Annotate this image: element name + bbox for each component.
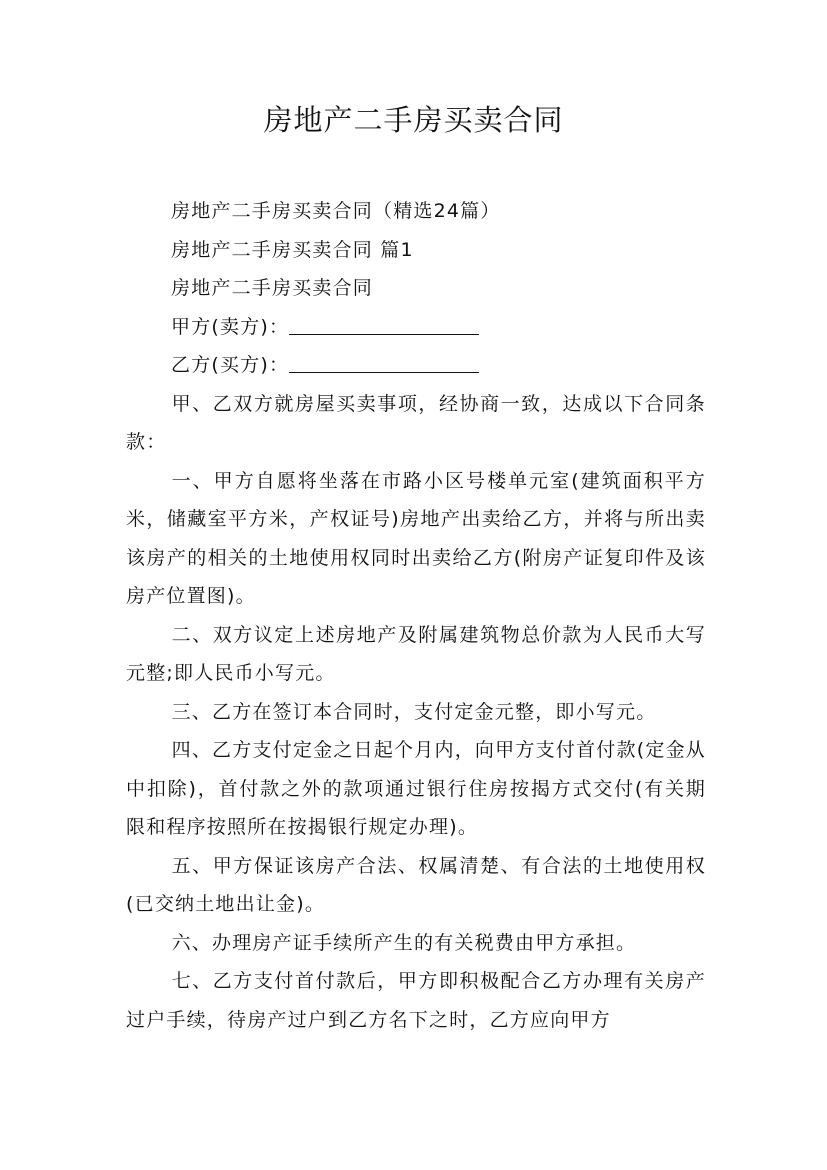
party-b-label: 乙方(买方)： [171, 354, 290, 376]
subtitle-line: 房地产二手房买卖合同（精选24篇） [171, 200, 501, 222]
clause-2: 二、双方议定上述房地产及附属建筑物总价款为人民币大写元整;即人民币小写元。 [126, 623, 706, 684]
party-b-line [126, 346, 706, 385]
party-a-label: 甲方(卖方)： [171, 315, 290, 338]
party-b-blank [289, 352, 479, 373]
chapter-heading: 房地产二手房买卖合同 篇1 [171, 238, 414, 261]
intro-paragraph: 甲、乙双方就房屋买卖事项，经协商一致，达成以下合同条款： [126, 392, 706, 453]
clause-6: 六、办理房产证手续所产生的有关税费由甲方承担。 [171, 931, 637, 954]
document-title: 房地产二手房买卖合同 [263, 103, 564, 137]
clause-3: 三、乙方在签订本合同时，支付定金元整，即小写元。 [171, 700, 657, 723]
clause-1: 一、甲方自愿将坐落在市路小区号楼单元室(建筑面积平方米，储藏室平方米，产权证号)房地产出卖给乙方，并将与所出卖该房产的相关的土地使用权同时出卖给乙方(附房产证复印件及该房产位置图)。 [126, 469, 706, 607]
clause-5: 五、甲方保证该房产合法、权属清楚、有合法的土地使用权(已交纳土地出让金)。 [126, 854, 706, 915]
party-a-line [126, 308, 706, 347]
clause-7: 七、乙方支付首付款后，甲方即积极配合乙方办理有关房产过户手续，待房产过户到乙方名下之时，乙方应向甲方 [126, 970, 706, 1031]
contract-name-line: 房地产二手房买卖合同 [171, 277, 374, 299]
party-a-blank [289, 314, 479, 335]
clause-4: 四、乙方支付定金之日起个月内，向甲方支付首付款(定金从中扣除)，首付款之外的款项通过银行住房按揭方式交付(有关期限和程序按照所在按揭银行规定办理)。 [126, 739, 706, 838]
document-body [126, 192, 706, 1039]
